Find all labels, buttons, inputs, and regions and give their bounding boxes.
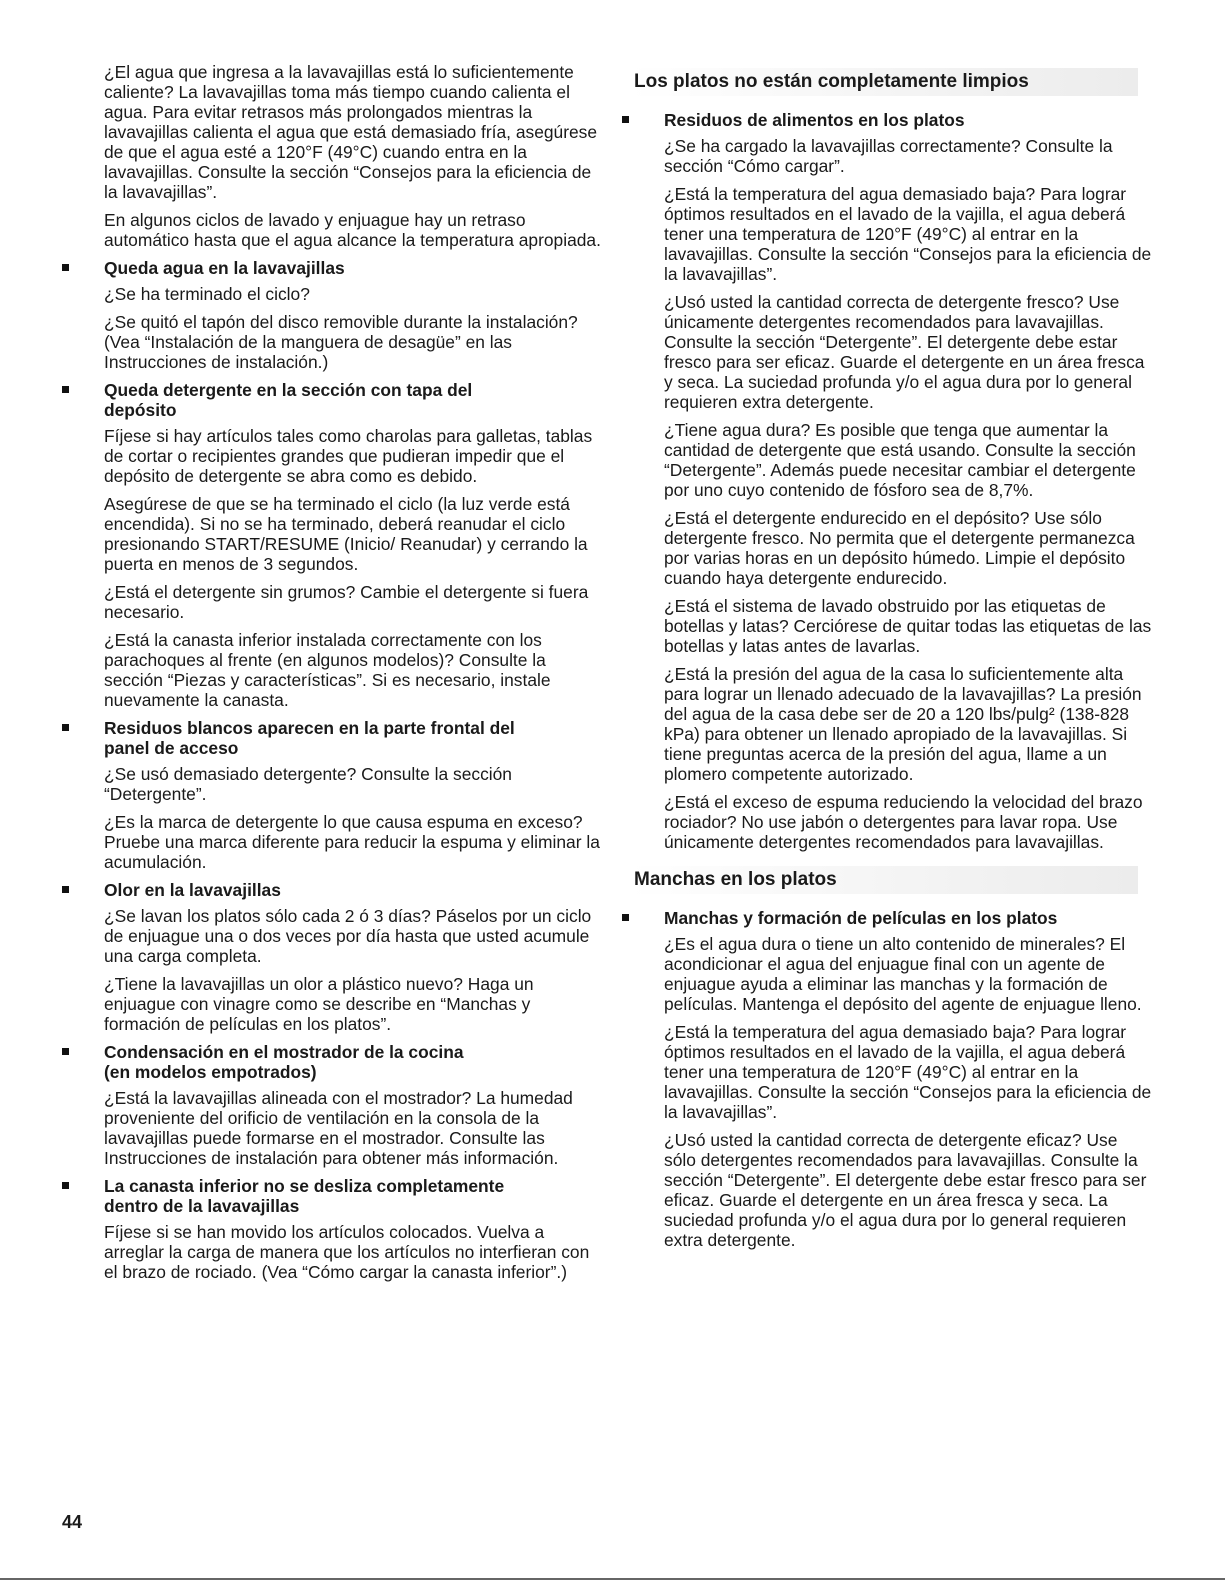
item-heading <box>622 908 1152 928</box>
item-title: (en modelos empotrados) <box>104 1062 317 1082</box>
item-heading <box>62 380 602 420</box>
troubleshooting-item <box>622 908 1152 1250</box>
item-paragraph: ¿Está la lavavajillas alineada con el mostrador? La humedad proveniente del orificio de ventilación en la consola de la lavavajillas puede formarse en el mostrador. Consulte las Instrucciones de instalación para obtener más información. <box>104 1088 573 1168</box>
item-paragraph: Fíjese si hay artículos tales como charolas para galletas, tablas de cortar o recipientes grandes que pudieran impedir que el depósito de detergente se abra como es debido. <box>104 426 593 486</box>
item-paragraph: ¿Tiene agua dura? Es posible que tenga que aumentar la cantidad de detergente que está usando. Consulte la sección “Detergente”. Además puede necesitar cambiar el detergente por uno cuyo contenido de fósforo sea de 8,7%. <box>664 420 1136 500</box>
item-title: Residuos de alimentos en los platos <box>664 110 965 130</box>
item-title: Queda agua en la lavavajillas <box>104 258 345 278</box>
page-number: 44 <box>62 1512 83 1532</box>
item-paragraph: ¿Está la temperatura del agua demasiado baja? Para lograr óptimos resultados en el lavado de la vajilla, el agua deberá tener una temperatura de 120°F (49°C) al entrar en la lavavajillas. Consulte la sección “Consejos para la eficiencia de la lavavajillas”. <box>664 184 1152 284</box>
item-paragraph: ¿Usó usted la cantidad correcta de detergente fresco? Use únicamente detergentes recomendados para lavavajillas. Consulte la sección “Detergente”. El detergente debe estar fresco para ser eficaz. Guarde el detergente en un área fresca y seca. La suciedad profunda y/o el agua dura por lo general requieren extra detergente. <box>664 292 1145 412</box>
intro-paragraph: ¿El agua que ingresa a la lavavajillas está lo suficientemente caliente? La lavavajillas toma más tiempo cuando calienta el agua. Para evitar retrasos más prolongados mientras la lavavajillas calienta el agua que está demasiado fría, asegúrese de que el agua esté a 120°F (49°C) cuando entra en la lavavajillas. Consulte la sección “Consejos para la eficiencia de la lavavajillas”. <box>104 62 598 202</box>
intro-paragraph: En algunos ciclos de lavado y enjuague hay un retraso automático hasta que el agua alcance la temperatura apropiada. <box>104 210 601 250</box>
section-heading: Los platos no están completamente limpios <box>630 68 1138 96</box>
item-paragraph: ¿Tiene la lavavajillas un olor a plástico nuevo? Haga un enjuague con vinagre como se describe en “Manchas y formación de películas en los platos”. <box>104 974 534 1034</box>
square-bullet-icon <box>62 886 69 893</box>
item-paragraph: Asegúrese de que se ha terminado el ciclo (la luz verde está encendida). Si no se ha terminado, deberá reanudar el ciclo presionando START/RESUME (Inicio/ Reanudar) y cerrando la puerta en menos de 3 segundos. <box>104 494 588 574</box>
item-paragraph: ¿Se ha terminado el ciclo? <box>104 284 310 304</box>
troubleshooting-item <box>62 258 602 372</box>
square-bullet-icon <box>62 1048 69 1055</box>
item-title: Residuos blancos aparecen en la parte frontal del <box>104 718 515 738</box>
item-title: dentro de la lavavajillas <box>104 1196 300 1216</box>
section-heading: Manchas en los platos <box>630 866 1138 894</box>
troubleshooting-item <box>62 718 602 872</box>
troubleshooting-item <box>62 380 602 710</box>
square-bullet-icon <box>62 724 69 731</box>
item-paragraph: ¿Se usó demasiado detergente? Consulte la sección “Detergente”. <box>104 764 512 804</box>
item-paragraph: ¿Se lavan los platos sólo cada 2 ó 3 días? Páselos por un ciclo de enjuague una o dos veces por día hasta que usted acumule una carga completa. <box>104 906 592 966</box>
item-paragraph: ¿Está la canasta inferior instalada correctamente con los parachoques al frente (en algunos modelos)? Consulte la sección “Piezas y características”. Si es necesario, instale nuevamente la canasta. <box>104 630 551 710</box>
item-paragraph: ¿Está el detergente endurecido en el depósito? Use sólo detergente fresco. No permita que el detergente permanezca por varias horas en un depósito húmedo. Limpie el depósito cuando haya detergente endurecido. <box>664 508 1135 588</box>
item-title: depósito <box>104 400 177 420</box>
left-column <box>62 62 602 1290</box>
item-heading <box>62 718 602 758</box>
page-bottom-rule <box>0 1578 1225 1580</box>
troubleshooting-item <box>622 110 1152 852</box>
item-heading <box>62 258 602 278</box>
square-bullet-icon <box>62 264 69 271</box>
item-title: Olor en la lavavajillas <box>104 880 281 900</box>
item-paragraph: ¿Se quitó el tapón del disco removible durante la instalación? (Vea “Instalación de la manguera de desagüe” en las Instrucciones de instalación.) <box>104 312 578 372</box>
square-bullet-icon <box>62 386 69 393</box>
item-heading <box>622 110 1152 130</box>
item-paragraph: ¿Se ha cargado la lavavajillas correctamente? Consulte la sección “Cómo cargar”. <box>664 136 1113 176</box>
item-heading <box>62 880 602 900</box>
item-title: Manchas y formación de películas en los platos <box>664 908 1058 928</box>
item-title: Queda detergente en la sección con tapa del <box>104 380 473 400</box>
item-paragraph: ¿Es el agua dura o tiene un alto contenido de minerales? El acondicionar el agua del enjuague final con un agente de enjuague ayuda a eliminar las manchas y la formación de películas. Mantenga el depósito del agente de enjuague lleno. <box>664 934 1142 1014</box>
item-paragraph: Fíjese si se han movido los artículos colocados. Vuelva a arreglar la carga de manera que los artículos no interfieran con el brazo de rociado. (Vea “Cómo cargar la canasta inferior”.) <box>104 1222 590 1282</box>
item-paragraph: ¿Está el sistema de lavado obstruido por las etiquetas de botellas y latas? Cerciórese de quitar todas las etiquetas de las botellas y latas antes de lavarlas. <box>664 596 1152 656</box>
item-paragraph: ¿Usó usted la cantidad correcta de detergente eficaz? Use sólo detergentes recomendados para lavavajillas. Consulte la sección “Detergente”. El detergente debe estar fresco para ser eficaz. Guarde el detergente en un área fresca y seca. La suciedad profunda y/o el agua dura por lo general requieren extra detergente. <box>664 1130 1147 1250</box>
troubleshooting-item <box>62 880 602 1034</box>
item-paragraph: ¿Está la presión del agua de la casa lo suficientemente alta para lograr un llenado adecuado de la lavavajillas? La presión del agua de la casa debe ser de 20 a 120 lbs/pulg² (138-828 kPa) para obtener un llenado apropiado de la lavavajillas. Si tiene preguntas acerca de la presión del agua, llame a un plomero competente autorizado. <box>664 664 1142 784</box>
item-heading <box>62 1042 602 1082</box>
right-column <box>622 62 1152 1258</box>
square-bullet-icon <box>622 116 629 123</box>
item-heading <box>62 1176 602 1216</box>
item-title: La canasta inferior no se desliza completamente <box>104 1176 505 1196</box>
item-paragraph: ¿Está el detergente sin grumos? Cambie el detergente si fuera necesario. <box>104 582 589 622</box>
item-paragraph: ¿Es la marca de detergente lo que causa espuma en exceso? Pruebe una marca diferente para reducir la espuma y eliminar la acumulación. <box>104 812 600 872</box>
troubleshooting-item <box>62 1042 602 1168</box>
item-title: Condensación en el mostrador de la cocina <box>104 1042 464 1062</box>
troubleshooting-item <box>62 1176 602 1282</box>
square-bullet-icon <box>62 1182 69 1189</box>
item-paragraph: ¿Está la temperatura del agua demasiado baja? Para lograr óptimos resultados en el lavado de la vajilla, el agua deberá tener una temperatura de 120°F (49°C) al entrar en la lavavajillas. Consulte la sección “Consejos para la eficiencia de la lavavajillas”. <box>664 1022 1152 1122</box>
item-paragraph: ¿Está el exceso de espuma reduciendo la velocidad del brazo rociador? No use jabón o detergentes para lavar ropa. Use únicamente detergentes recomendados para lavavajillas. <box>664 792 1143 852</box>
square-bullet-icon <box>622 914 629 921</box>
item-title: panel de acceso <box>104 738 239 758</box>
